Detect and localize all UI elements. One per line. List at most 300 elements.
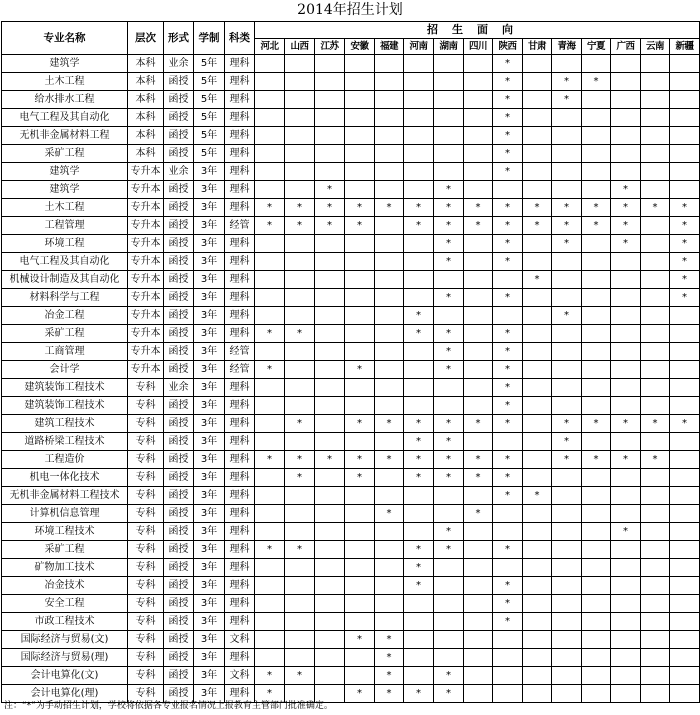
province-mark-cell — [523, 181, 552, 199]
province-mark-cell — [404, 487, 434, 505]
category-cell: 理科 — [225, 577, 255, 595]
province-mark-cell — [285, 235, 315, 253]
province-mark-cell — [404, 649, 434, 667]
province-mark-cell: * — [434, 217, 464, 235]
province-mark-cell — [434, 397, 464, 415]
province-mark-cell — [404, 361, 434, 379]
level-cell: 专升本 — [128, 361, 164, 379]
province-mark-cell — [375, 469, 404, 487]
province-mark-cell — [523, 379, 552, 397]
province-mark-cell — [404, 181, 434, 199]
table-row — [2, 379, 700, 397]
province-mark-cell — [670, 505, 700, 523]
province-mark-cell: * — [641, 451, 670, 469]
province-mark-cell — [641, 433, 670, 451]
province-mark-cell — [315, 163, 345, 181]
duration-cell: 3年 — [194, 307, 225, 325]
province-mark-cell — [523, 541, 552, 559]
province-mark-cell — [285, 433, 315, 451]
province-mark-cell — [345, 181, 375, 199]
province-mark-cell — [523, 163, 552, 181]
province-mark-cell — [611, 271, 641, 289]
province-mark-cell — [582, 289, 611, 307]
province-mark-cell — [582, 127, 611, 145]
province-mark-cell — [641, 73, 670, 91]
province-mark-cell — [641, 559, 670, 577]
table-row — [2, 397, 700, 415]
province-mark-cell — [523, 55, 552, 73]
province-mark-cell: * — [552, 235, 582, 253]
province-mark-cell — [315, 523, 345, 541]
province-mark-cell — [255, 433, 285, 451]
province-mark-cell — [255, 253, 285, 271]
province-mark-cell: * — [375, 631, 404, 649]
table-row — [2, 253, 700, 271]
province-mark-cell — [315, 289, 345, 307]
form-cell: 函授 — [164, 613, 194, 631]
province-mark-cell — [375, 127, 404, 145]
province-mark-cell — [285, 145, 315, 163]
province-mark-cell — [611, 109, 641, 127]
province-mark-cell — [464, 271, 493, 289]
header-row-top — [2, 22, 700, 39]
province-mark-cell — [670, 433, 700, 451]
province-header: 云南 — [641, 39, 670, 55]
province-mark-cell — [285, 361, 315, 379]
province-mark-cell — [611, 685, 641, 703]
province-mark-cell — [434, 109, 464, 127]
province-mark-cell — [641, 649, 670, 667]
major-cell: 无机非金属材料工程技术 — [2, 487, 128, 505]
province-mark-cell — [464, 487, 493, 505]
province-mark-cell — [582, 235, 611, 253]
form-cell: 函授 — [164, 181, 194, 199]
province-mark-cell — [670, 523, 700, 541]
province-mark-cell — [552, 109, 582, 127]
province-mark-cell — [552, 523, 582, 541]
major-cell: 建筑工程技术 — [2, 415, 128, 433]
province-mark-cell: * — [464, 505, 493, 523]
major-cell: 建筑学 — [2, 181, 128, 199]
province-header: 新疆 — [670, 39, 700, 55]
province-mark-cell — [641, 541, 670, 559]
table-row — [2, 55, 700, 73]
province-mark-cell — [611, 91, 641, 109]
major-cell: 会计学 — [2, 361, 128, 379]
province-mark-cell — [641, 631, 670, 649]
province-mark-cell — [552, 397, 582, 415]
province-mark-cell — [464, 91, 493, 109]
form-cell: 函授 — [164, 145, 194, 163]
province-mark-cell — [345, 433, 375, 451]
table-row — [2, 505, 700, 523]
province-mark-cell — [552, 343, 582, 361]
province-mark-cell — [582, 541, 611, 559]
province-mark-cell — [670, 559, 700, 577]
province-mark-cell — [641, 397, 670, 415]
province-mark-cell — [464, 649, 493, 667]
province-mark-cell — [552, 667, 582, 685]
province-mark-cell — [315, 379, 345, 397]
province-mark-cell — [404, 127, 434, 145]
province-mark-cell — [670, 91, 700, 109]
province-mark-cell — [434, 73, 464, 91]
major-cell: 土木工程 — [2, 73, 128, 91]
province-mark-cell — [345, 73, 375, 91]
province-mark-cell — [434, 595, 464, 613]
province-mark-cell — [315, 631, 345, 649]
province-mark-cell — [464, 667, 493, 685]
province-mark-cell — [611, 253, 641, 271]
province-mark-cell — [611, 145, 641, 163]
province-mark-cell: * — [523, 487, 552, 505]
province-mark-cell — [345, 91, 375, 109]
province-mark-cell: * — [345, 469, 375, 487]
province-mark-cell — [611, 325, 641, 343]
province-mark-cell — [315, 145, 345, 163]
level-cell: 专科 — [128, 667, 164, 685]
duration-cell: 3年 — [194, 217, 225, 235]
province-mark-cell — [611, 361, 641, 379]
province-mark-cell — [285, 289, 315, 307]
province-mark-cell: * — [493, 379, 523, 397]
province-mark-cell — [345, 379, 375, 397]
province-mark-cell — [375, 541, 404, 559]
province-mark-cell — [464, 379, 493, 397]
category-cell: 理科 — [225, 523, 255, 541]
province-mark-cell — [464, 523, 493, 541]
province-mark-cell: * — [670, 199, 700, 217]
level-cell: 专升本 — [128, 343, 164, 361]
level-cell: 专科 — [128, 379, 164, 397]
province-mark-cell: * — [285, 199, 315, 217]
level-cell: 专科 — [128, 631, 164, 649]
province-mark-cell — [582, 253, 611, 271]
table-row — [2, 469, 700, 487]
province-mark-cell — [552, 649, 582, 667]
form-cell: 函授 — [164, 271, 194, 289]
category-cell: 理科 — [225, 253, 255, 271]
province-mark-cell — [641, 325, 670, 343]
province-mark-cell: * — [285, 415, 315, 433]
province-mark-cell: * — [493, 595, 523, 613]
province-mark-cell — [464, 253, 493, 271]
province-header: 福建 — [375, 39, 404, 55]
province-mark-cell: * — [285, 451, 315, 469]
province-mark-cell — [315, 253, 345, 271]
province-mark-cell — [315, 559, 345, 577]
level-cell: 本科 — [128, 55, 164, 73]
province-mark-cell — [464, 109, 493, 127]
province-mark-cell: * — [345, 415, 375, 433]
province-mark-cell — [375, 487, 404, 505]
province-mark-cell: * — [523, 271, 552, 289]
table-row — [2, 541, 700, 559]
duration-cell: 3年 — [194, 523, 225, 541]
province-mark-cell — [375, 253, 404, 271]
province-mark-cell: * — [493, 343, 523, 361]
duration-cell: 3年 — [194, 361, 225, 379]
province-mark-cell — [285, 127, 315, 145]
province-mark-cell — [315, 109, 345, 127]
province-mark-cell — [285, 181, 315, 199]
duration-cell: 3年 — [194, 181, 225, 199]
province-header: 青海 — [552, 39, 582, 55]
category-cell: 理科 — [225, 451, 255, 469]
province-mark-cell — [611, 73, 641, 91]
province-mark-cell — [582, 181, 611, 199]
level-cell: 专科 — [128, 505, 164, 523]
province-mark-cell — [523, 667, 552, 685]
table-row — [2, 73, 700, 91]
province-mark-cell — [641, 685, 670, 703]
province-mark-cell — [523, 577, 552, 595]
level-cell: 本科 — [128, 91, 164, 109]
province-mark-cell — [611, 649, 641, 667]
province-mark-cell: * — [611, 217, 641, 235]
province-mark-cell: * — [493, 145, 523, 163]
form-cell: 函授 — [164, 469, 194, 487]
province-mark-cell — [641, 145, 670, 163]
province-mark-cell — [345, 559, 375, 577]
province-mark-cell: * — [552, 451, 582, 469]
level-cell: 专升本 — [128, 253, 164, 271]
province-mark-cell — [464, 307, 493, 325]
province-mark-cell — [345, 541, 375, 559]
province-mark-cell: * — [434, 523, 464, 541]
form-cell: 函授 — [164, 433, 194, 451]
duration-cell: 3年 — [194, 433, 225, 451]
province-mark-cell: * — [255, 217, 285, 235]
province-mark-cell — [404, 343, 434, 361]
province-mark-cell — [552, 145, 582, 163]
province-mark-cell — [375, 73, 404, 91]
province-mark-cell — [345, 253, 375, 271]
category-cell: 理科 — [225, 91, 255, 109]
level-cell: 专升本 — [128, 163, 164, 181]
form-cell: 函授 — [164, 307, 194, 325]
province-mark-cell: * — [464, 415, 493, 433]
duration-cell: 3年 — [194, 253, 225, 271]
province-mark-cell: * — [641, 199, 670, 217]
province-mark-cell: * — [493, 397, 523, 415]
level-cell: 专升本 — [128, 271, 164, 289]
province-mark-cell: * — [404, 415, 434, 433]
province-mark-cell — [315, 415, 345, 433]
province-mark-cell — [315, 73, 345, 91]
major-cell: 材料科学与工程 — [2, 289, 128, 307]
province-header: 陕西 — [493, 39, 523, 55]
province-mark-cell — [670, 469, 700, 487]
province-mark-cell: * — [404, 541, 434, 559]
province-mark-cell — [670, 613, 700, 631]
province-mark-cell: * — [434, 289, 464, 307]
province-mark-cell — [552, 325, 582, 343]
duration-cell: 5年 — [194, 127, 225, 145]
province-mark-cell: * — [255, 325, 285, 343]
province-mark-cell — [670, 667, 700, 685]
category-cell: 理科 — [225, 595, 255, 613]
province-mark-cell: * — [434, 541, 464, 559]
duration-cell: 3年 — [194, 325, 225, 343]
province-mark-cell — [493, 631, 523, 649]
province-mark-cell — [611, 559, 641, 577]
province-mark-cell — [523, 91, 552, 109]
province-mark-cell — [345, 667, 375, 685]
province-mark-cell: * — [493, 289, 523, 307]
province-mark-cell: * — [493, 91, 523, 109]
level-cell: 专科 — [128, 649, 164, 667]
level-cell: 专科 — [128, 595, 164, 613]
province-header: 四川 — [464, 39, 493, 55]
province-mark-cell — [315, 271, 345, 289]
category-cell: 理科 — [225, 163, 255, 181]
province-mark-cell — [670, 163, 700, 181]
province-mark-cell — [582, 559, 611, 577]
major-cell: 计算机信息管理 — [2, 505, 128, 523]
form-cell: 函授 — [164, 649, 194, 667]
province-mark-cell — [404, 289, 434, 307]
province-mark-cell — [285, 523, 315, 541]
province-mark-cell — [523, 325, 552, 343]
level-cell: 本科 — [128, 109, 164, 127]
province-mark-cell — [611, 163, 641, 181]
province-mark-cell — [582, 685, 611, 703]
province-mark-cell — [493, 649, 523, 667]
province-mark-cell — [552, 55, 582, 73]
province-mark-cell: * — [434, 469, 464, 487]
category-cell: 理科 — [225, 109, 255, 127]
province-mark-cell: * — [404, 685, 434, 703]
province-mark-cell — [552, 181, 582, 199]
form-cell: 函授 — [164, 523, 194, 541]
province-mark-cell: * — [670, 415, 700, 433]
province-mark-cell — [375, 163, 404, 181]
province-mark-cell — [315, 325, 345, 343]
province-mark-cell — [670, 397, 700, 415]
header-major: 专业名称 — [2, 22, 128, 55]
province-mark-cell: * — [493, 577, 523, 595]
table-row — [2, 361, 700, 379]
province-mark-cell: * — [285, 541, 315, 559]
province-mark-cell — [404, 271, 434, 289]
form-cell: 函授 — [164, 73, 194, 91]
duration-cell: 3年 — [194, 289, 225, 307]
province-mark-cell — [434, 91, 464, 109]
province-mark-cell — [404, 109, 434, 127]
province-mark-cell — [641, 109, 670, 127]
province-mark-cell — [523, 649, 552, 667]
province-mark-cell: * — [523, 199, 552, 217]
province-mark-cell — [611, 631, 641, 649]
province-mark-cell — [315, 649, 345, 667]
level-cell: 专升本 — [128, 199, 164, 217]
province-mark-cell — [315, 235, 345, 253]
province-header: 甘肃 — [523, 39, 552, 55]
province-mark-cell — [523, 469, 552, 487]
province-mark-cell — [641, 361, 670, 379]
province-header: 山西 — [285, 39, 315, 55]
province-mark-cell: * — [434, 361, 464, 379]
form-cell: 业余 — [164, 55, 194, 73]
province-mark-cell — [404, 91, 434, 109]
province-mark-cell — [375, 361, 404, 379]
province-mark-cell — [552, 379, 582, 397]
major-cell: 会计电算化(理) — [2, 685, 128, 703]
province-mark-cell — [493, 667, 523, 685]
major-cell: 机械设计制造及其自动化 — [2, 271, 128, 289]
province-mark-cell: * — [404, 217, 434, 235]
province-mark-cell — [464, 163, 493, 181]
province-mark-cell: * — [493, 469, 523, 487]
province-mark-cell — [434, 307, 464, 325]
province-mark-cell — [464, 361, 493, 379]
province-mark-cell — [315, 433, 345, 451]
province-mark-cell — [611, 541, 641, 559]
header-form: 形式 — [164, 22, 194, 55]
province-mark-cell: * — [552, 217, 582, 235]
province-mark-cell: * — [582, 451, 611, 469]
province-mark-cell — [255, 235, 285, 253]
province-mark-cell — [345, 397, 375, 415]
form-cell: 函授 — [164, 577, 194, 595]
major-cell: 道路桥梁工程技术 — [2, 433, 128, 451]
province-mark-cell — [404, 595, 434, 613]
province-mark-cell — [582, 577, 611, 595]
province-mark-cell — [641, 55, 670, 73]
province-mark-cell: * — [375, 649, 404, 667]
province-mark-cell: * — [434, 433, 464, 451]
header-direction: 招生面向 — [255, 22, 700, 39]
province-mark-cell — [582, 667, 611, 685]
duration-cell: 3年 — [194, 577, 225, 595]
province-mark-cell — [670, 73, 700, 91]
level-cell: 本科 — [128, 73, 164, 91]
province-mark-cell — [255, 487, 285, 505]
province-mark-cell — [434, 163, 464, 181]
province-mark-cell — [285, 505, 315, 523]
province-mark-cell — [255, 307, 285, 325]
province-mark-cell — [670, 55, 700, 73]
province-mark-cell: * — [434, 325, 464, 343]
province-mark-cell — [523, 505, 552, 523]
province-mark-cell: * — [670, 289, 700, 307]
province-mark-cell — [582, 379, 611, 397]
province-mark-cell — [345, 307, 375, 325]
province-mark-cell — [434, 271, 464, 289]
province-mark-cell — [404, 235, 434, 253]
province-mark-cell — [611, 433, 641, 451]
province-mark-cell — [375, 559, 404, 577]
province-mark-cell — [611, 505, 641, 523]
province-mark-cell — [464, 397, 493, 415]
major-cell: 会计电算化(文) — [2, 667, 128, 685]
province-mark-cell — [611, 343, 641, 361]
duration-cell: 3年 — [194, 487, 225, 505]
province-mark-cell — [670, 109, 700, 127]
form-cell: 函授 — [164, 397, 194, 415]
province-mark-cell — [464, 613, 493, 631]
province-mark-cell — [315, 307, 345, 325]
province-mark-cell — [285, 379, 315, 397]
province-mark-cell: * — [611, 235, 641, 253]
category-cell: 理科 — [225, 541, 255, 559]
header-level: 层次 — [128, 22, 164, 55]
province-mark-cell — [315, 55, 345, 73]
table-row — [2, 577, 700, 595]
province-mark-cell: * — [434, 451, 464, 469]
province-mark-cell: * — [493, 361, 523, 379]
